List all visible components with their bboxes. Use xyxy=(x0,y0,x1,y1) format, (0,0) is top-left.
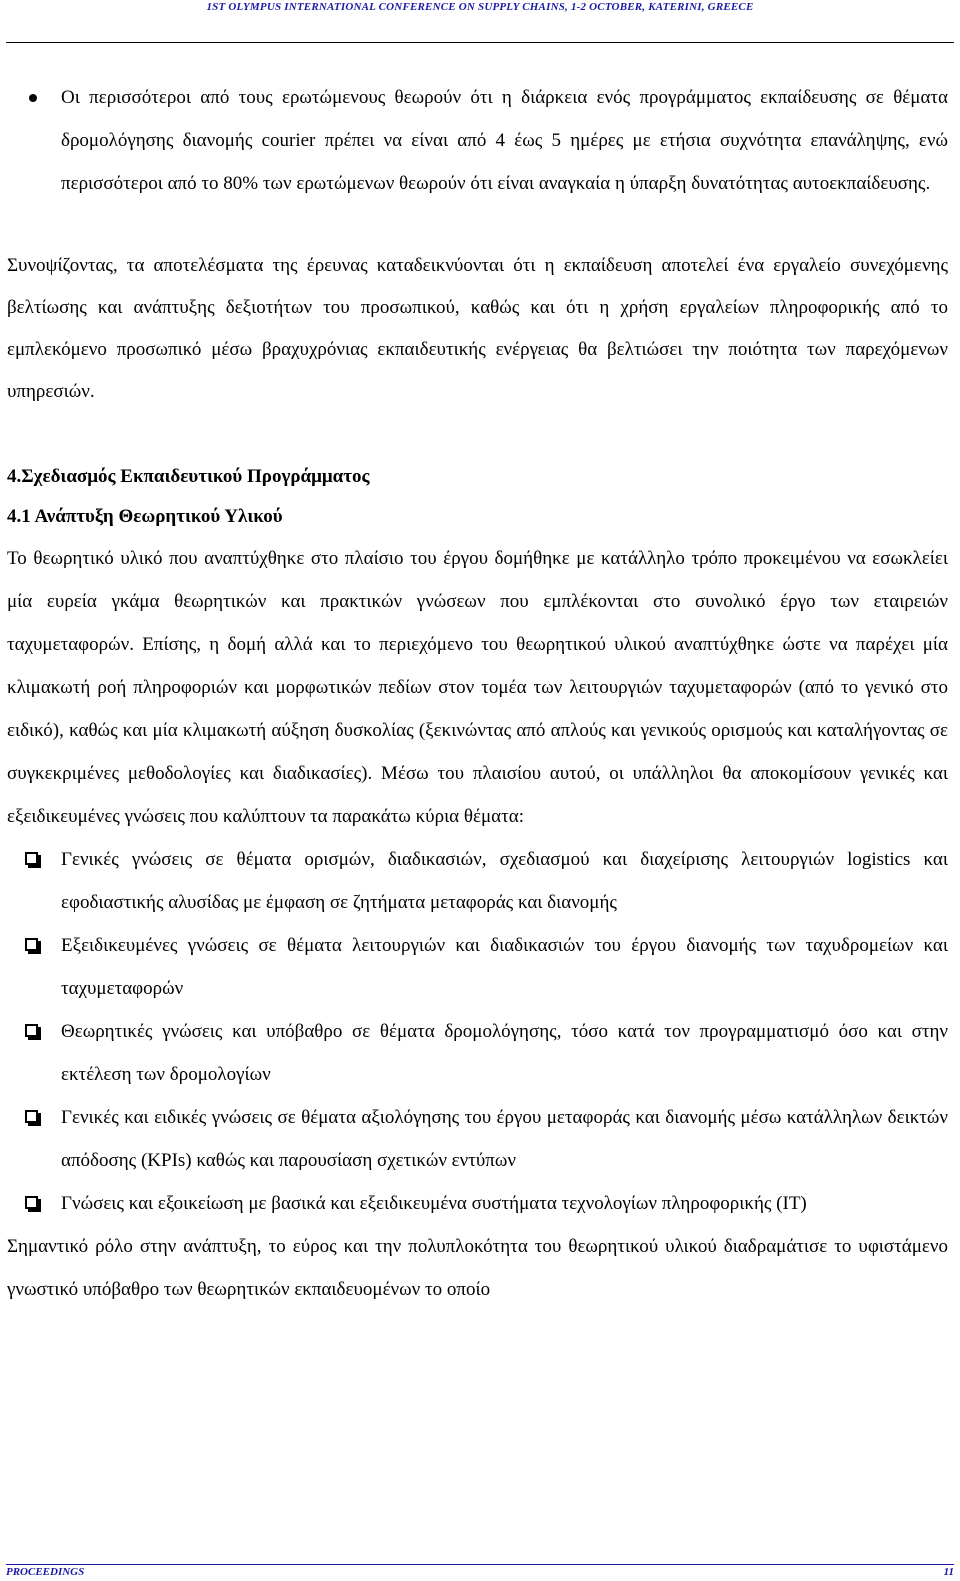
section-heading: 4.Σχεδιασμός Εκπαιδευτικού Προγράμματος xyxy=(7,466,370,487)
page-number: 11 xyxy=(943,1566,954,1578)
list-item-text: Εξειδικευμένες γνώσεις σε θέματα λειτουργιών και διαδικασιών του έργου διανομής των ταχυδρομείων και ταχυμεταφορών xyxy=(61,935,948,999)
list-item xyxy=(7,838,948,924)
closing-paragraph: Σημαντικό ρόλο στην ανάπτυξη, το εύρος και την πολυπλοκότητα του θεωρητικού υλικού διαδραμάτισε το υφιστάμενο γνωστικό υπόβαθρο των θεωρητικών εκπαιδευομένων το οποίο xyxy=(7,1236,948,1300)
checkbox-bullet-icon xyxy=(25,852,38,865)
list-item xyxy=(7,1096,948,1182)
list-item-text: Θεωρητικές γνώσεις και υπόβαθρο σε θέματα δρομολόγησης, τόσο κατά τον προγραμματισμό όσο και στην εκτέλεση των δρομολογίων xyxy=(61,1021,948,1085)
header-rule xyxy=(6,42,954,43)
topics-list xyxy=(7,838,948,1225)
list-item xyxy=(7,1010,948,1096)
running-header: 1ST OLYMPUS INTERNATIONAL CONFERENCE ON SUPPLY CHAINS, 1-2 OCTOBER, KATERINI, GREECE xyxy=(206,1,754,13)
list-item-text: Γενικές και ειδικές γνώσεις σε θέματα αξιολόγησης του έργου μεταφοράς και διανομής μέσω κατάλληλων δεικτών απόδοσης (KPIs) καθώς και παρουσίαση σχετικών εντύπων xyxy=(61,1107,948,1171)
list-item-text: Γενικές γνώσεις σε θέματα ορισμών, διαδικασιών, σχεδιασμού και διαχείρισης λειτουργιών logistics και εφοδιαστικής αλυσίδας με έμφαση σε ζητήματα μεταφοράς και διανομής xyxy=(61,849,948,913)
list-item-text: Οι περισσότεροι από τους ερωτώμενους θεωρούν ότι η διάρκεια ενός προγράμματος εκπαίδευσης σε θέματα δρομολόγησης διανομής courier πρέπει να είναι από 4 έως 5 ημέρες με ετήσια συχνότητα επανάληψης, ενώ περισσότεροι από το 80% των ερωτώμενων θεωρούν ότι είναι αναγκαία η ύπαρξη δυνατότητας αυτοεκπαίδευσης. xyxy=(61,87,948,194)
subsection-body: Το θεωρητικό υλικό που αναπτύχθηκε στο πλαίσιο του έργου δομήθηκε με κατάλληλο τρόπο προκειμένου να εσωκλείει μία ευρεία γκάμα θεωρητικών και πρακτικών γνώσεων που εμπλέκονται στο συνολικό έργο των εταιρειών ταχυμεταφορών. Επίσης, η δομή αλλά και το περιεχόμενο του θεωρητικού υλικού αναπτύχθηκε ώστε να παρέχει μία κλιμακωτή ροή πληροφοριών και μορφωτικών πεδίων στον τομέα των λειτουργιών ταχυμεταφορών (από το γενικό στο ειδικό), καθώς και μία κλιμακωτή αύξηση δυσκολίας (ξεκινώντας από απλούς και γενικούς ορισμούς και καταλήγοντας σε συγκεκριμένες μεθοδολογίες και διαδικασίες). Μέσω του πλαισίου αυτού, οι υπάλληλοι θα αποκομίσουν γενικές και εξειδικευμένες γνώσεις που καλύπτουν τα παρακάτω κύρια θέματα: xyxy=(7,548,948,827)
bullet-dot-icon xyxy=(29,94,37,102)
footer-label: PROCEEDINGS xyxy=(6,1566,85,1578)
list-item xyxy=(7,76,948,205)
checkbox-bullet-icon xyxy=(25,938,38,951)
checkbox-bullet-icon xyxy=(25,1196,38,1209)
list-item xyxy=(7,1182,948,1225)
summary-paragraph: Συνοψίζοντας, τα αποτελέσματα της έρευνας καταδεικνύονται ότι η εκπαίδευση αποτελεί ένα εργαλείο συνεχόμενης βελτίωσης και ανάπτυξης δεξιοτήτων του προσωπικού, καθώς και ότι η χρήση εργαλείων πληροφορικής από το εμπλεκόμενο προσωπικό μέσω βραχυχρόνιας εκπαιδευτικής ενέργειας θα βελτιώσει την ποιότητα των παρεχόμενων υπηρεσιών. xyxy=(7,255,948,402)
running-footer xyxy=(6,1565,954,1579)
checkbox-bullet-icon xyxy=(25,1024,38,1037)
list-item-text: Γνώσεις και εξοικείωση με βασικά και εξειδικευμένα συστήματα τεχνολογίων πληροφορικής (IT) xyxy=(61,1193,807,1214)
list-item xyxy=(7,924,948,1010)
findings-list xyxy=(7,76,948,205)
subsection-heading: 4.1 Ανάπτυξη Θεωρητικού Υλικού xyxy=(7,506,283,527)
checkbox-bullet-icon xyxy=(25,1110,38,1123)
page-content xyxy=(7,76,948,1311)
